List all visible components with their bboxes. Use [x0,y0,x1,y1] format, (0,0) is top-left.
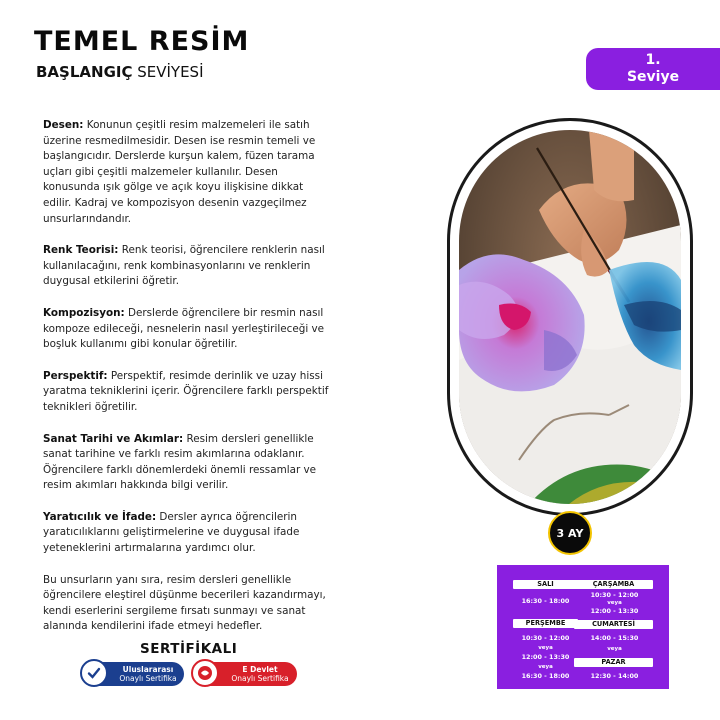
time-slot: 12:30 - 14:00 [590,672,639,680]
time-slot: 12:00 - 13:30 [590,607,639,615]
time-slot: 12:00 - 13:30 [521,653,570,661]
closing-paragraph: Bu unsurların yanı sıra, resim dersleri genellikle öğrencilere eleştirel düşünme becerileri kazandırmayı, kendi eserlerini sergileme fırsatı sunmayı ve sanat alanında kendilerini ifade etmeyi hedefler. [43,573,326,633]
time-slot: 16:30 - 18:00 [521,672,570,680]
section-heading: Desen: [43,119,84,131]
day-cumartesi: CUMARTESİ [574,620,653,629]
cert-line1: Uluslararası [122,665,174,674]
international-certificate-badge [82,662,184,686]
section-kompozisyon [43,306,333,353]
section-text: Derslerde öğrencilere bir resmin nasıl kompoze edileceği, nesnelerin nasıl yerleştirileceği ve boşluk kullanımı gibi konular öğretilir. [43,306,325,351]
section-desen [43,118,333,227]
course-description [43,118,333,651]
time-slot: 14:00 - 15:30 [590,634,639,642]
page-title: TEMEL RESİM [34,26,250,57]
certificates-title: SERTİFİKALI [140,641,238,657]
section-heading: Perspektif: [43,369,108,382]
level-subtitle [36,63,204,81]
section-text: Konunun çeşitli resim malzemeleri ile satıh üzerine resmedilmesidir. Desen ise resmin temeli ve başlangıcıdır. Derslerde kurşun kalem, füzen tarama uçları gibi çeşitli malzemeler kullanılır. Desen konusunda ışık gölge ve açık koyu ilişkisine dikkat edilir. Kadraj ve kompozisyon desenin vazgeçilmez unsurlarındandır. [43,119,316,225]
section-sanat-tarihi [43,432,333,494]
subtitle-light: SEVİYESİ [132,63,204,81]
watercolor-painting-photo [459,130,681,504]
section-heading: Sanat Tarihi ve Akımlar: [43,432,184,445]
cert-line2: Onaylı Sertifika [231,674,289,683]
duration-badge: 3 AY [548,511,592,555]
section-perspektif [43,369,333,416]
time-or: veya [538,645,553,651]
section-text: Dersler ayrıca öğrencilerin yaratıcılıklarını geliştirmelerine ve duygusal ifade yeteneklerini artırmalarına yardımcı olur. [43,510,300,555]
section-text: Renk teorisi, öğrencilere renklerin nasıl kullanılacağını, renk kombinasyonlarını ve renklerin duygusal etkilerini öğretir. [43,244,325,288]
level-badge [586,48,720,90]
cert-line2: Onaylı Sertifika [119,674,177,683]
day-carsamba: ÇARŞAMBA [574,580,653,589]
edevlet-logo-icon [191,659,219,687]
section-heading: Renk Teorisi: [43,244,119,257]
time-slot: 10:30 - 12:00 [521,634,570,642]
section-heading: Yaratıcılık ve İfade: [43,510,157,523]
time-slot: 16:30 - 18:00 [521,597,570,605]
edevlet-certificate-badge [193,662,297,686]
day-sali: SALI [513,580,578,589]
section-text: Resim dersleri genellikle sanat tarihine ve farklı resim akımlarına odaklanır. Öğrencilere farklı dönemlerdeki önemli ressamlar ve resim akımları hakkında bilgi verilir. [43,432,317,492]
photo-frame [447,118,693,516]
day-persembe: PERŞEMBE [513,619,578,628]
cert-line1: E Devlet [242,665,278,674]
section-heading: Kompozisyon: [43,306,125,319]
time-or: veya [607,600,622,606]
section-text: Perspektif, resimde derinlik ve uzay hissi yaratma tekniklerini içerir. Öğrencilere farklı perspektif teknikleri öğretilir. [43,369,329,413]
day-pazar: PAZAR [574,658,653,667]
section-yaraticilik [43,510,333,557]
level-label: Seviye [626,69,680,85]
schedule-table [497,565,669,689]
section-renk-teorisi [43,243,333,290]
subtitle-bold: BAŞLANGIÇ [36,63,133,81]
time-or: veya [538,664,553,670]
level-number: 1. [645,52,661,68]
check-icon [80,659,108,687]
time-or: veya [607,646,622,652]
time-slot: 10:30 - 12:00 [590,591,639,599]
